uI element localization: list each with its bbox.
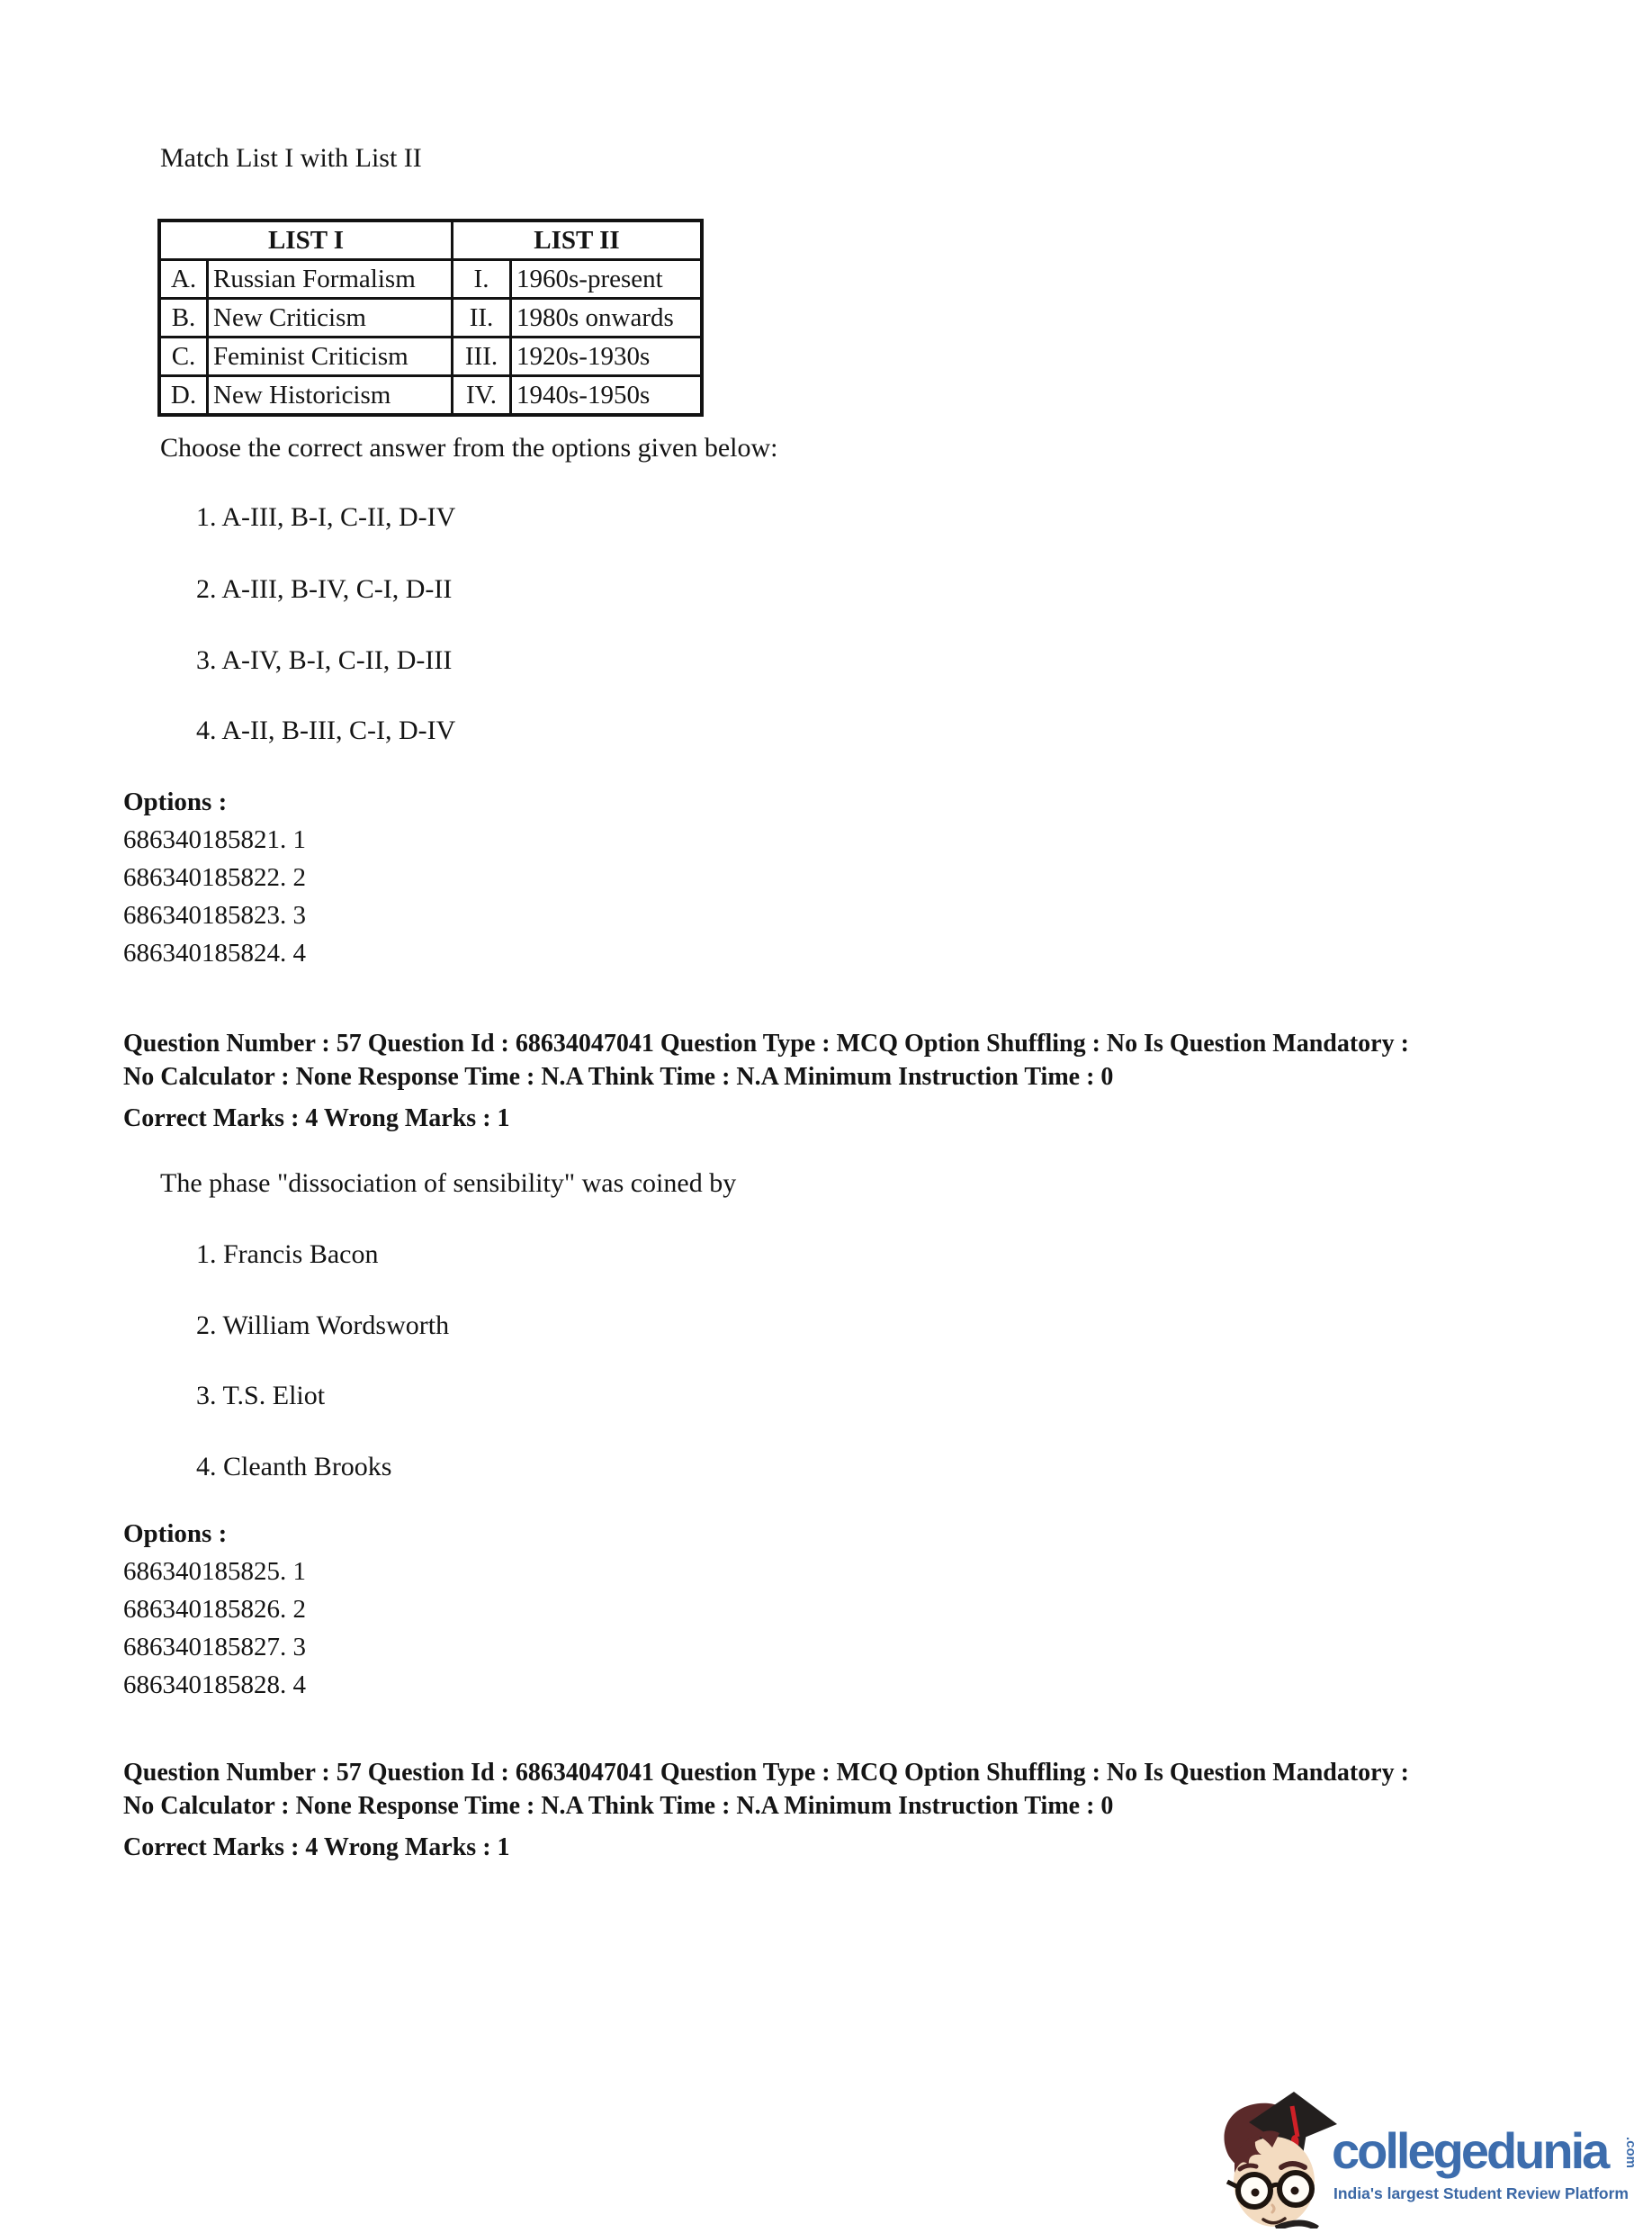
graduate-boy-mascot-icon xyxy=(1217,2086,1341,2228)
question-meta-2 xyxy=(123,1756,1635,1864)
table-row xyxy=(159,338,702,376)
row-period: 1920s-1930s xyxy=(511,338,703,376)
q2-choice-4: 4. Cleanth Brooks xyxy=(196,1452,392,1481)
options-label: Options : xyxy=(123,788,228,816)
row-period: 1940s-1950s xyxy=(511,376,703,416)
meta-line-2: No Calculator : None Response Time : N.A Think Time : N.A Minimum Instruction Time : 0 xyxy=(123,1792,1114,1820)
row-num: IV. xyxy=(453,376,511,416)
table-row xyxy=(159,260,702,299)
meta-line-1: Question Number : 57 Question Id : 68634047041 Question Type : MCQ Option Shuffling : No Is Question Mandatory : xyxy=(123,1759,1409,1787)
table-header-row xyxy=(159,221,702,260)
q2-choice-2: 2. William Wordsworth xyxy=(196,1310,450,1340)
row-period: 1960s-present xyxy=(511,260,703,299)
q1-match-title: Match List I with List II xyxy=(160,143,422,173)
q1-option-id-3: 686340185823. 3 xyxy=(123,901,306,930)
row-key: C. xyxy=(159,338,208,376)
q1-instruction: Choose the correct answer from the options given below: xyxy=(160,433,778,463)
brand-tagline: India's largest Student Review Platform xyxy=(1333,2184,1629,2202)
q1-option-id-2: 686340185822. 2 xyxy=(123,863,306,892)
meta-marks: Correct Marks : 4 Wrong Marks : 1 xyxy=(123,1104,510,1132)
brand-tld: .com xyxy=(1623,2137,1639,2169)
q1-choice-3: 3. A-IV, B-I, C-II, D-III xyxy=(196,645,453,675)
row-item: Feminist Criticism xyxy=(208,338,453,376)
q1-choice-2: 2. A-III, B-IV, C-I, D-II xyxy=(196,574,453,604)
row-item: Russian Formalism xyxy=(208,260,453,299)
q2-prompt: The phase "dissociation of sensibility" was coined by xyxy=(160,1168,737,1198)
q2-option-id-4: 686340185828. 4 xyxy=(123,1670,306,1699)
table-row xyxy=(159,376,702,416)
q2-option-id-1: 686340185825. 1 xyxy=(123,1557,306,1586)
q1-option-id-4: 686340185824. 4 xyxy=(123,939,306,968)
meta-marks: Correct Marks : 4 Wrong Marks : 1 xyxy=(123,1833,510,1861)
q2-options-block xyxy=(123,1515,306,1704)
options-label: Options : xyxy=(123,1519,228,1548)
collegedunia-logo xyxy=(1217,2061,1647,2228)
row-period: 1980s onwards xyxy=(511,299,703,338)
row-key: B. xyxy=(159,299,208,338)
q2-choice-1: 1. Francis Bacon xyxy=(196,1239,379,1269)
q2-choice-3: 3. T.S. Eliot xyxy=(196,1381,326,1410)
brand-wordmark: collegedunia xyxy=(1332,2122,1608,2179)
match-table xyxy=(157,219,704,417)
row-key: D. xyxy=(159,376,208,416)
row-num: II. xyxy=(453,299,511,338)
list2-header: LIST II xyxy=(453,221,703,260)
q1-choice-1: 1. A-III, B-I, C-II, D-IV xyxy=(196,502,456,532)
row-item: New Historicism xyxy=(208,376,453,416)
list1-header: LIST I xyxy=(159,221,453,260)
question-meta-1 xyxy=(123,1027,1635,1135)
row-num: III. xyxy=(453,338,511,376)
row-num: I. xyxy=(453,260,511,299)
meta-line-1: Question Number : 57 Question Id : 68634047041 Question Type : MCQ Option Shuffling : No Is Question Mandatory : xyxy=(123,1030,1409,1058)
q2-option-id-3: 686340185827. 3 xyxy=(123,1633,306,1661)
table-row xyxy=(159,299,702,338)
q1-choice-4: 4. A-II, B-III, C-I, D-IV xyxy=(196,716,456,745)
row-key: A. xyxy=(159,260,208,299)
q1-options-block xyxy=(123,783,306,972)
q2-option-id-2: 686340185826. 2 xyxy=(123,1595,306,1624)
q1-option-id-1: 686340185821. 1 xyxy=(123,825,306,854)
meta-line-2: No Calculator : None Response Time : N.A Think Time : N.A Minimum Instruction Time : 0 xyxy=(123,1063,1114,1091)
row-item: New Criticism xyxy=(208,299,453,338)
